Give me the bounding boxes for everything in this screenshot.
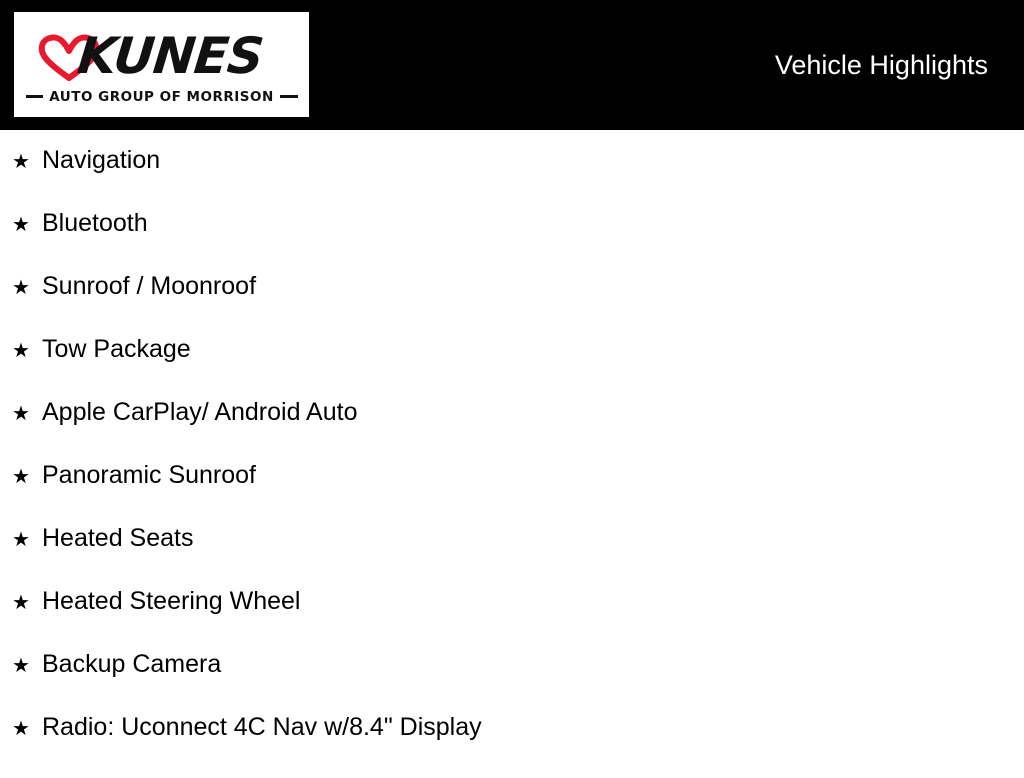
star-icon: ★	[12, 718, 30, 740]
logo-rule-left	[26, 95, 44, 98]
list-item-label: Panoramic Sunroof	[42, 461, 257, 489]
list-item-label: Heated Steering Wheel	[42, 587, 301, 615]
list-item-label: Backup Camera	[42, 650, 222, 678]
list-item	[0, 652, 1024, 715]
logo-tagline-row	[26, 89, 298, 105]
dealer-logo	[14, 12, 309, 117]
star-icon: ★	[12, 214, 30, 236]
list-item	[0, 211, 1024, 274]
list-item-label: Heated Seats	[42, 524, 194, 552]
list-item	[0, 400, 1024, 463]
list-item-label: Navigation	[42, 146, 161, 174]
star-icon: ★	[12, 466, 30, 488]
logo-brand-text: KUNES	[74, 26, 266, 85]
logo-tagline: AUTO GROUP OF MORRISON	[49, 88, 274, 105]
star-icon: ★	[12, 655, 30, 677]
list-item-label: Sunroof / Moonroof	[42, 272, 257, 300]
list-item-label: Tow Package	[42, 335, 191, 363]
star-icon: ★	[12, 277, 30, 299]
list-item	[0, 337, 1024, 400]
page-header	[0, 0, 1024, 130]
list-item-label: Radio: Uconnect 4C Nav w/8.4" Display	[42, 713, 482, 741]
list-item-label: Apple CarPlay/ Android Auto	[42, 398, 358, 426]
list-item-label: Bluetooth	[42, 209, 148, 237]
list-item	[0, 463, 1024, 526]
list-item	[0, 715, 1024, 778]
list-item	[0, 526, 1024, 589]
logo-wordmark	[26, 25, 298, 87]
list-item	[0, 274, 1024, 337]
star-icon: ★	[12, 151, 30, 173]
list-item	[0, 148, 1024, 211]
vehicle-highlights-list	[0, 130, 1024, 778]
page-title: Vehicle Highlights	[774, 50, 988, 80]
star-icon: ★	[12, 529, 30, 551]
star-icon: ★	[12, 592, 30, 614]
list-item	[0, 589, 1024, 652]
star-icon: ★	[12, 340, 30, 362]
star-icon: ★	[12, 403, 30, 425]
logo-rule-right	[280, 95, 298, 98]
